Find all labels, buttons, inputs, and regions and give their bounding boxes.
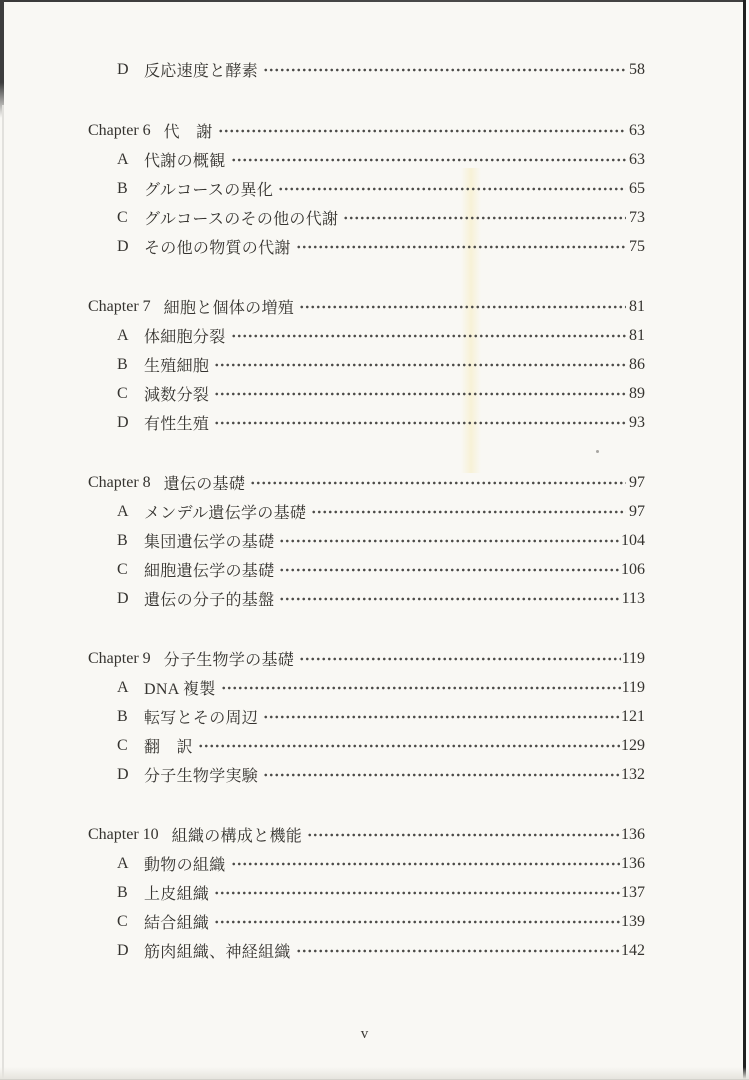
toc-chapter-row bbox=[88, 644, 645, 673]
entry-title: 動物の組織 bbox=[144, 857, 226, 874]
entry-title: 筋肉組織、神経組織 bbox=[144, 944, 291, 961]
entry-letter: D bbox=[117, 765, 129, 783]
scan-speck-artifact bbox=[596, 450, 599, 453]
dot-leader bbox=[278, 174, 626, 203]
entry-page-number: 136 bbox=[621, 825, 645, 843]
entry-title: 分子生物学実験 bbox=[144, 768, 259, 785]
entry-page-number: 93 bbox=[629, 413, 645, 431]
entry-page-number: 104 bbox=[621, 531, 645, 549]
entry-letter: A bbox=[117, 678, 129, 696]
entry-letter: C bbox=[117, 560, 128, 578]
entry-letter: B bbox=[117, 355, 128, 373]
entry-page-number: 86 bbox=[629, 355, 645, 373]
chapter-label: Chapter 10 bbox=[88, 825, 159, 843]
entry-page-number: 106 bbox=[621, 560, 645, 578]
toc-entry-row bbox=[88, 702, 645, 731]
toc-entry-row bbox=[88, 731, 645, 760]
toc-entry-row bbox=[88, 526, 645, 555]
scan-edge-right bbox=[743, 0, 746, 1080]
entry-page-number: 97 bbox=[629, 473, 645, 491]
dot-leader bbox=[299, 644, 621, 673]
dot-leader bbox=[231, 321, 626, 350]
entry-page-number: 132 bbox=[621, 765, 645, 783]
dot-leader bbox=[214, 907, 620, 936]
entry-title: その他の物質の代謝 bbox=[144, 240, 291, 257]
dot-leader bbox=[296, 936, 620, 965]
dot-leader bbox=[198, 731, 620, 760]
entry-letter: C bbox=[117, 384, 128, 402]
dot-leader bbox=[214, 408, 626, 437]
entry-letter: D bbox=[117, 941, 129, 959]
entry-title: 翻 訳 bbox=[144, 739, 193, 756]
entry-page-number: 137 bbox=[621, 883, 645, 901]
dot-leader bbox=[214, 878, 620, 907]
toc-entry-row bbox=[88, 232, 645, 261]
dot-leader bbox=[311, 497, 626, 526]
dot-leader bbox=[263, 55, 626, 84]
dot-leader bbox=[343, 203, 626, 232]
toc-entry-row bbox=[88, 408, 645, 437]
entry-letter: B bbox=[117, 179, 128, 197]
toc-entry-row bbox=[88, 849, 645, 878]
dot-leader bbox=[279, 584, 620, 613]
entry-title: 細胞遺伝学の基礎 bbox=[144, 563, 275, 580]
entry-page-number: 113 bbox=[621, 589, 645, 607]
toc-entry-row bbox=[88, 878, 645, 907]
dot-leader bbox=[307, 820, 620, 849]
entry-letter: B bbox=[117, 883, 128, 901]
entry-page-number: 136 bbox=[621, 854, 645, 872]
chapter-title: 代 謝 bbox=[163, 124, 213, 141]
entry-title: 生殖細胞 bbox=[144, 358, 210, 375]
entry-title: 体細胞分裂 bbox=[144, 329, 226, 346]
toc-entry-row bbox=[88, 584, 645, 613]
chapter-title: 分子生物学の基礎 bbox=[163, 652, 295, 669]
entry-page-number: 119 bbox=[621, 649, 645, 667]
toc-entry-row bbox=[88, 673, 645, 702]
entry-letter: C bbox=[117, 912, 128, 930]
entry-page-number: 65 bbox=[629, 179, 645, 197]
entry-page-number: 75 bbox=[629, 237, 645, 255]
toc-entry-row bbox=[88, 203, 645, 232]
dot-leader bbox=[214, 379, 626, 408]
entry-letter: C bbox=[117, 736, 128, 754]
entry-title: グルコースの異化 bbox=[144, 182, 274, 199]
entry-letter: A bbox=[117, 502, 129, 520]
entry-letter: D bbox=[117, 413, 129, 431]
toc-entry-row bbox=[88, 555, 645, 584]
entry-letter: D bbox=[117, 60, 129, 78]
scan-edge-left bbox=[0, 0, 4, 118]
entry-page-number: 58 bbox=[629, 60, 645, 78]
dot-leader bbox=[231, 145, 626, 174]
toc-entry-row bbox=[88, 907, 645, 936]
toc-entry-row bbox=[88, 936, 645, 965]
entry-page-number: 73 bbox=[629, 208, 645, 226]
entry-page-number: 81 bbox=[629, 326, 645, 344]
dot-leader bbox=[279, 555, 620, 584]
entry-title: 反応速度と酵素 bbox=[144, 63, 259, 80]
entry-page-number: 89 bbox=[629, 384, 645, 402]
toc-chapter-row bbox=[88, 468, 645, 497]
toc-entry-row bbox=[88, 760, 645, 789]
entry-title: 転写とその周辺 bbox=[144, 710, 259, 727]
dot-leader bbox=[221, 673, 621, 702]
entry-letter: A bbox=[117, 854, 129, 872]
chapter-label: Chapter 7 bbox=[88, 297, 151, 315]
chapter-label: Chapter 8 bbox=[88, 473, 151, 491]
chapter-title: 遺伝の基礎 bbox=[163, 476, 246, 493]
entry-page-number: 142 bbox=[621, 941, 645, 959]
dot-leader bbox=[214, 350, 626, 379]
entry-page-number: 119 bbox=[621, 678, 645, 696]
dot-leader bbox=[299, 292, 626, 321]
entry-letter: A bbox=[117, 150, 129, 168]
entry-title: 上皮組織 bbox=[144, 886, 210, 903]
entry-page-number: 97 bbox=[629, 502, 645, 520]
toc-chapter-row bbox=[88, 292, 645, 321]
scan-edge-bottom bbox=[0, 1067, 749, 1080]
entry-title: メンデル遺伝学の基礎 bbox=[144, 505, 307, 522]
entry-page-number: 63 bbox=[629, 150, 645, 168]
entry-page-number: 81 bbox=[629, 297, 645, 315]
dot-leader bbox=[296, 232, 626, 261]
entry-title: グルコースのその他の代謝 bbox=[144, 211, 339, 228]
toc-entry-row bbox=[88, 497, 645, 526]
dot-leader bbox=[263, 760, 620, 789]
entry-title: DNA 複製 bbox=[144, 681, 216, 698]
entry-title: 結合組織 bbox=[144, 915, 210, 932]
toc-entry-row bbox=[88, 55, 645, 84]
dot-leader bbox=[231, 849, 620, 878]
chapter-title: 組織の構成と機能 bbox=[171, 828, 303, 845]
entry-letter: B bbox=[117, 707, 128, 725]
dot-leader bbox=[263, 702, 620, 731]
toc-entry-row bbox=[88, 350, 645, 379]
toc-entry-row bbox=[88, 174, 645, 203]
entry-title: 集団遺伝学の基礎 bbox=[144, 534, 275, 551]
entry-letter: A bbox=[117, 326, 129, 344]
entry-title: 代謝の概観 bbox=[144, 153, 226, 170]
chapter-title: 細胞と個体の増殖 bbox=[163, 300, 295, 317]
scan-edge-left-faint bbox=[2, 105, 4, 1080]
entry-title: 有性生殖 bbox=[144, 416, 210, 433]
chapter-label: Chapter 9 bbox=[88, 649, 151, 667]
toc-chapter-row bbox=[88, 116, 645, 145]
entry-page-number: 139 bbox=[621, 912, 645, 930]
toc-entry-row bbox=[88, 379, 645, 408]
entry-page-number: 129 bbox=[621, 736, 645, 754]
entry-letter: D bbox=[117, 237, 129, 255]
entry-letter: D bbox=[117, 589, 129, 607]
toc-entry-row bbox=[88, 321, 645, 350]
entry-title: 遺伝の分子的基盤 bbox=[144, 592, 275, 609]
table-of-contents bbox=[88, 55, 645, 965]
entry-page-number: 63 bbox=[629, 121, 645, 139]
scan-edge-top bbox=[0, 0, 749, 2]
entry-title: 減数分裂 bbox=[144, 387, 210, 404]
entry-page-number: 121 bbox=[621, 707, 645, 725]
entry-letter: B bbox=[117, 531, 128, 549]
dot-leader bbox=[250, 468, 626, 497]
entry-letter: C bbox=[117, 208, 128, 226]
toc-chapter-row bbox=[88, 820, 645, 849]
chapter-label: Chapter 6 bbox=[88, 121, 151, 139]
dot-leader bbox=[279, 526, 620, 555]
toc-entry-row bbox=[88, 145, 645, 174]
folio-page-number: v bbox=[360, 1026, 369, 1042]
dot-leader bbox=[218, 116, 626, 145]
